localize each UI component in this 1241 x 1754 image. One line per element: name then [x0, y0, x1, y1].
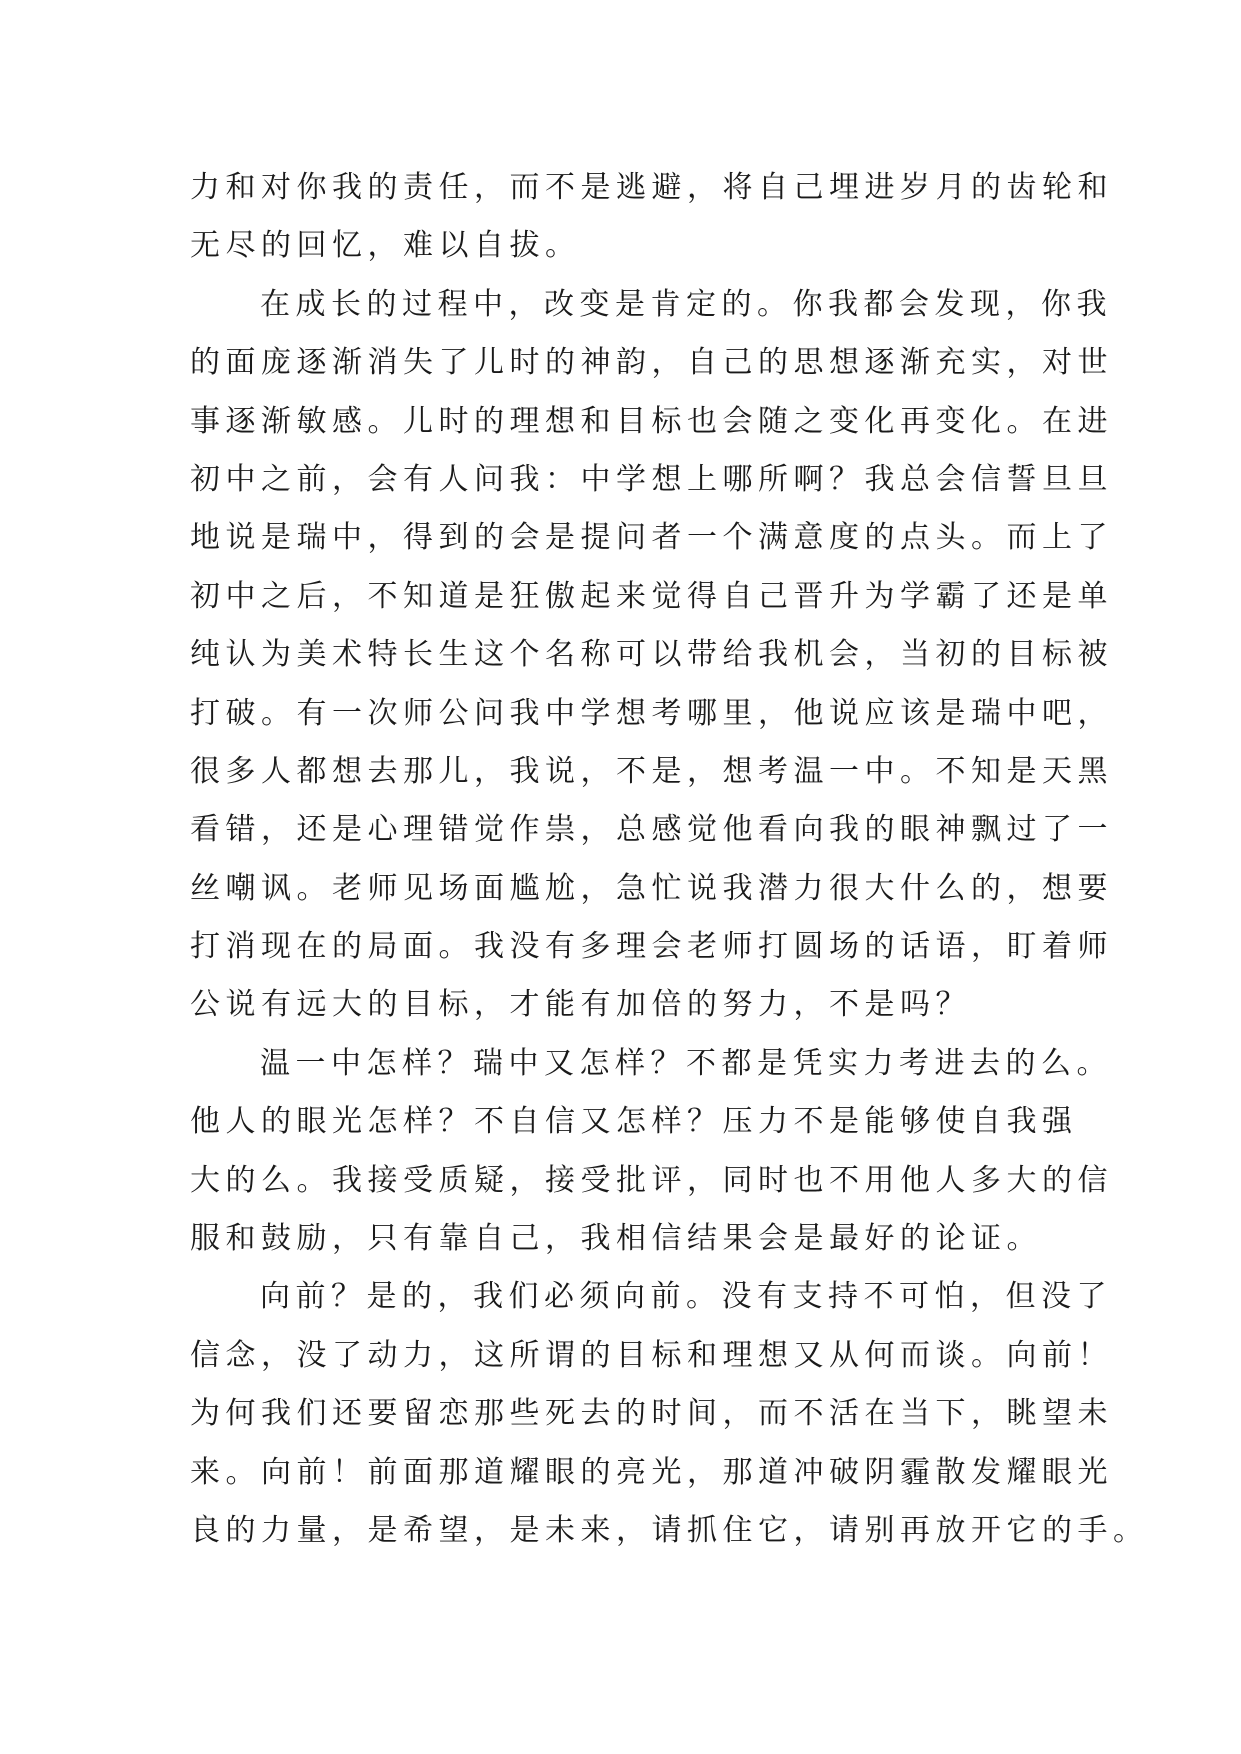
text-line: 事逐渐敏感。儿时的理想和目标也会随之变化再变化。在进 — [190, 403, 1113, 439]
text-line: 打消现在的局面。我没有多理会老师打圆场的话语，盯着师 — [190, 929, 1113, 965]
text-line: 来。向前！前面那道耀眼的亮光，那道冲破阴霾散发耀眼光 — [190, 1454, 1113, 1490]
text-line: 的面庞逐渐消失了儿时的神韵，自己的思想逐渐充实，对世 — [190, 345, 1113, 381]
text-line: 大的么。我接受质疑，接受批评，同时也不用他人多大的信 — [190, 1162, 1113, 1198]
text-line: 他人的眼光怎样？不自信又怎样？压力不是能够使自我强 — [190, 1104, 1078, 1140]
paragraph-first-line: 向前？是的，我们必须向前。没有支持不可怕，但没了 — [260, 1279, 1112, 1315]
text-line: 看错，还是心理错觉作祟，总感觉他看向我的眼神飘过了一 — [190, 812, 1113, 848]
text-line: 无尽的回忆，难以自拔。 — [190, 228, 581, 264]
text-line: 服和鼓励，只有靠自己，我相信结果会是最好的论证。 — [190, 1221, 1042, 1257]
text-line: 为何我们还要留恋那些死去的时间，而不活在当下，眺望未 — [190, 1396, 1113, 1432]
text-line: 力和对你我的责任，而不是逃避，将自己埋进岁月的齿轮和 — [190, 170, 1113, 205]
text-line: 打破。有一次师公问我中学想考哪里，他说应该是瑞中吧， — [190, 695, 1113, 731]
text-line: 信念，没了动力，这所谓的目标和理想又从何而谈。向前！ — [190, 1337, 1113, 1373]
paragraph-first-line: 温一中怎样？瑞中又怎样？不都是凭实力考进去的么。 — [260, 1045, 1112, 1081]
text-line: 初中之前，会有人问我：中学想上哪所啊？我总会信誓旦旦 — [190, 461, 1113, 497]
text-line: 纯认为美术特长生这个名称可以带给我机会，当初的目标被 — [190, 637, 1113, 673]
document-body — [190, 159, 1149, 1560]
text-line: 丝嘲讽。老师见场面尴尬，急忙说我潜力很大什么的，想要 — [190, 870, 1113, 906]
text-line: 初中之后，不知道是狂傲起来觉得自己晋升为学霸了还是单 — [190, 578, 1113, 614]
text-line: 很多人都想去那儿，我说，不是，想考温一中。不知是天黑 — [190, 753, 1113, 789]
text-line: 地说是瑞中，得到的会是提问者一个满意度的点头。而上了 — [190, 520, 1113, 556]
paragraph-first-line: 在成长的过程中，改变是肯定的。你我都会发现，你我 — [260, 286, 1112, 322]
text-line: 公说有远大的目标，才能有加倍的努力，不是吗？ — [190, 987, 971, 1023]
text-line: 良的力量，是希望，是未来，请抓住它，请别再放开它的手。 — [190, 1512, 1149, 1548]
